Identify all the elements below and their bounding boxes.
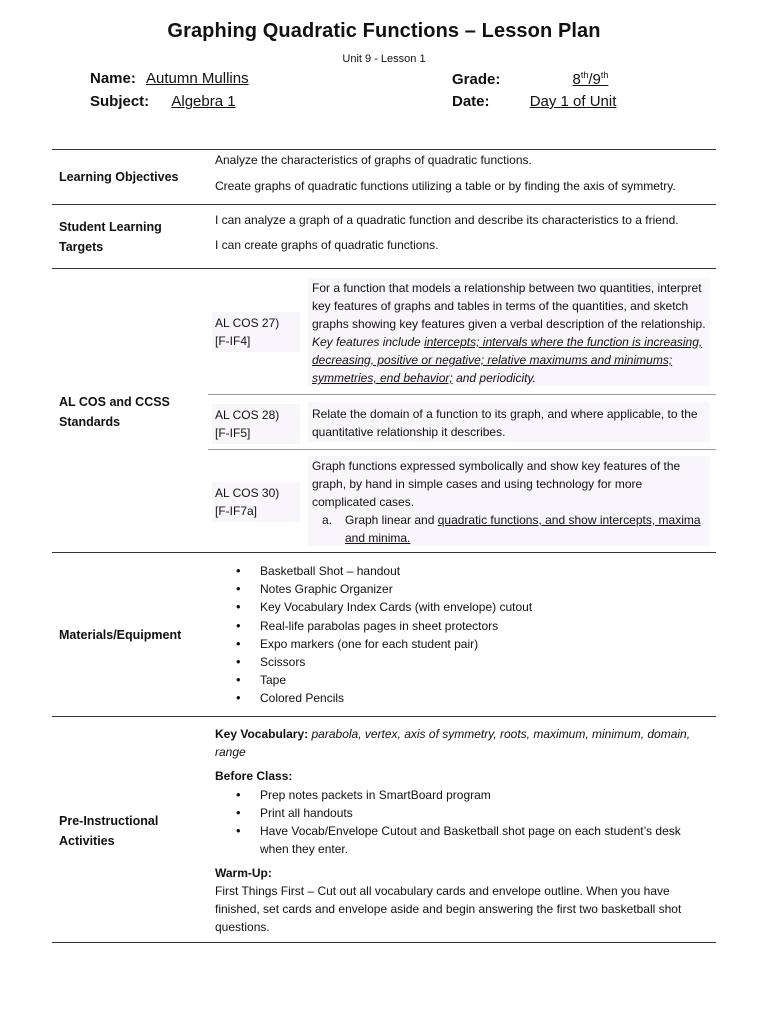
date-field	[452, 93, 648, 110]
name-label: Name:	[90, 70, 136, 87]
row-divider	[52, 552, 716, 553]
grade-field	[452, 70, 660, 88]
grade-label: Grade:	[452, 71, 501, 88]
list-item: • Notes Graphic Organizer	[236, 580, 706, 598]
standard-divider	[208, 394, 716, 395]
standard-code: AL COS 28) [F-IF5]	[215, 408, 280, 440]
date-value: Day 1 of Unit	[529, 93, 617, 110]
page-title: Graphing Quadratic Functions – Lesson Plan	[167, 20, 601, 42]
warmup-label: Warm-Up:	[215, 866, 272, 880]
name-field	[90, 70, 263, 87]
subject-value: Algebra 1	[171, 93, 236, 110]
target-item: I can analyze a graph of a quadratic function and describe its characteristics to a friend.	[215, 213, 679, 227]
standard-text: Graph functions expressed symbolically and show key features of the graph, by hand in simple cases and using technology for more complicated cases. a. Graph linear and quadratic functions, and show intercepts, maxima and minima.	[312, 459, 701, 545]
standard-text: For a function that models a relationship between two quantities, interpret key features of graphs and tables in terms of the quantities, and sketch graphs showing key features given a verbal description of the relationship. Key features include intercepts; intervals where the function is increasing, decreasing, positive or negative; relative maximums and minimums; symmetries, end behavior; and periodicity.	[312, 281, 706, 385]
list-item: • Basketball Shot – handout	[236, 562, 706, 580]
before-class-list	[236, 786, 706, 858]
vocab-terms: parabola, vertex, axis of symmetry, roots, maximum, minimum, domain, range	[215, 727, 691, 759]
objective-item: Create graphs of quadratic functions utilizing a table or by finding the axis of symmetry.	[215, 179, 676, 193]
preinstruction-label: Pre-Instructional Activities	[59, 814, 159, 848]
standards-label: AL COS and CCSS Standards	[59, 395, 170, 429]
list-item: • Colored Pencils	[236, 689, 706, 707]
row-divider	[52, 716, 716, 717]
page-subtitle: Unit 9 - Lesson 1	[342, 53, 426, 65]
materials-label: Materials/Equipment	[59, 628, 182, 642]
row-divider	[52, 942, 716, 943]
standard-code: AL COS 27) [F-IF4]	[215, 316, 280, 348]
vocab-label: Key Vocabulary:	[215, 727, 309, 741]
objective-item: Analyze the characteristics of graphs of quadratic functions.	[215, 153, 532, 167]
row-divider	[52, 149, 716, 150]
warmup-text: First Things First – Cut out all vocabulary cards and envelope outline. When you have finished, set cards and envelope aside and begin answering the first two basketball shot questions.	[215, 884, 682, 934]
standard-code: AL COS 30) [F-IF7a]	[215, 486, 280, 518]
list-item: • Print all handouts	[236, 804, 706, 822]
subject-field	[90, 93, 260, 110]
standard-text: Relate the domain of a function to its graph, and where applicable, to the quantitative relationship it describes.	[312, 407, 698, 439]
list-item: • Scissors	[236, 653, 706, 671]
date-label: Date:	[452, 93, 490, 110]
list-item: • Real-life parabolas pages in sheet protectors	[236, 617, 706, 635]
list-item: • Have Vocab/Envelope Cutout and Basketball shot page on each student’s desk when they enter.	[236, 822, 706, 858]
key-vocabulary	[215, 725, 705, 761]
list-item: • Key Vocabulary Index Cards (with envelope) cutout	[236, 598, 706, 616]
row-divider	[52, 268, 716, 269]
materials-list	[236, 562, 706, 708]
target-item: I can create graphs of quadratic functions.	[215, 238, 439, 252]
learning-targets-label: Student Learning Targets	[59, 220, 162, 254]
before-class-label: Before Class:	[215, 769, 293, 783]
row-divider	[52, 204, 716, 205]
grade-value: 8th/9th	[572, 70, 609, 88]
standard-divider	[208, 449, 716, 450]
subject-label: Subject:	[90, 93, 150, 110]
name-value: Autumn Mullins	[146, 70, 249, 87]
list-item: • Tape	[236, 671, 706, 689]
list-item: • Expo markers (one for each student pair)	[236, 635, 706, 653]
list-item: • Prep notes packets in SmartBoard program	[236, 786, 706, 804]
learning-objectives-label: Learning Objectives	[59, 170, 179, 184]
